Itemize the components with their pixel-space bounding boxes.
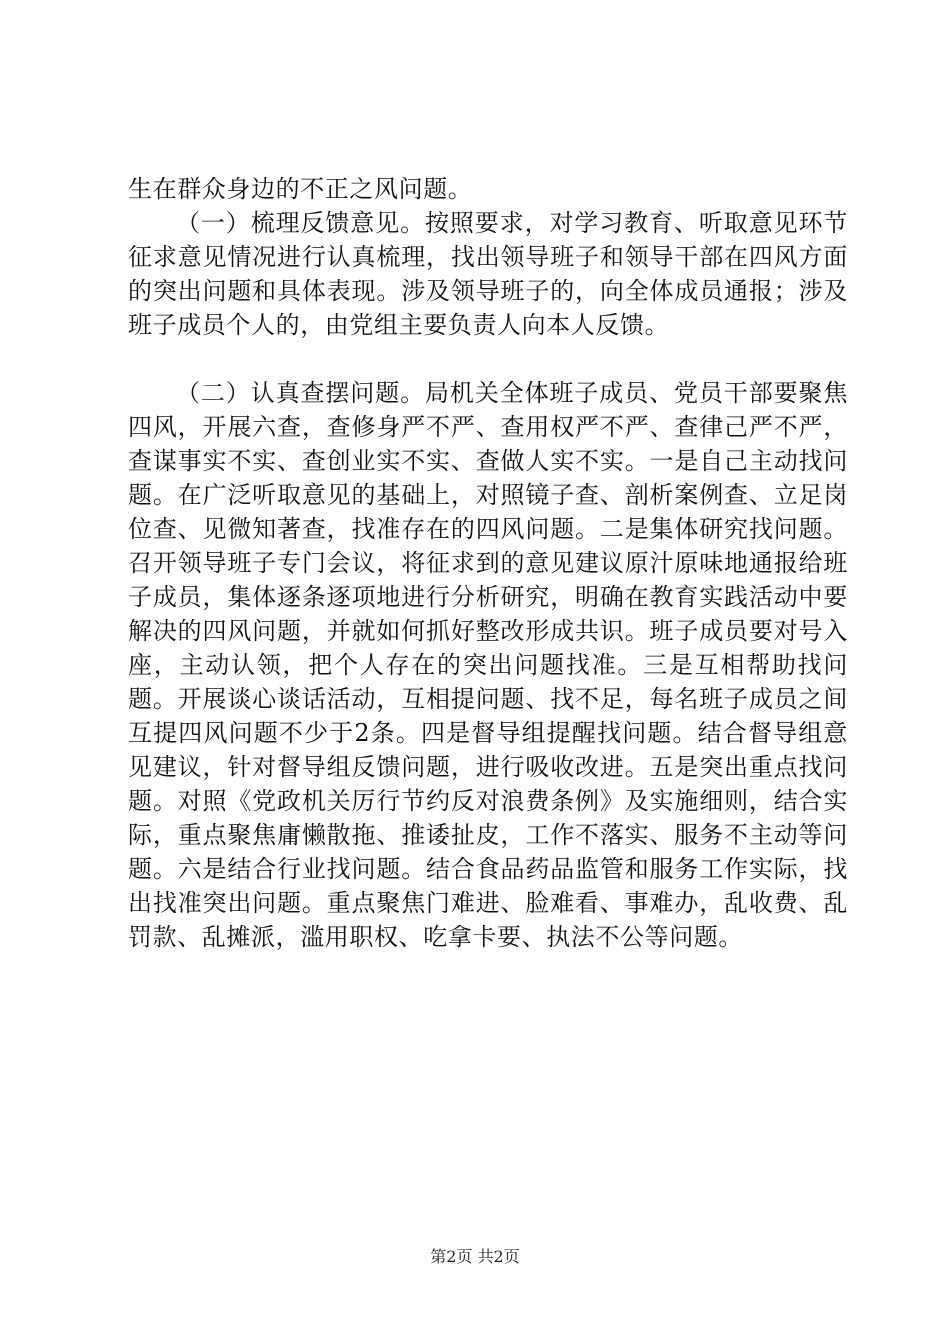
paragraph-continued: 生在群众身边的不正之风问题。 <box>128 175 473 203</box>
page-footer: 第2页 共2页 <box>430 1247 520 1266</box>
paragraph-spacer <box>128 342 848 376</box>
paragraph-feedback: （一）梳理反馈意见。按照要求，对学习教育、听取意见环节征求意见情况进行认真梳理，找出领导班子和领导干部在四风方面的突出问题和具体表现。涉及领导班子的，向全体成员通报；涉及班子成员个人的，由党组主要负责人向本人反馈。 <box>128 209 848 339</box>
document-body <box>128 172 848 954</box>
paragraph-problems: （二）认真查摆问题。局机关全体班子成员、党员干部要聚焦四风，开展六查，查修身严不严、查用权严不严、查律己严不严，查谋事实不实、查创业实不实、查做人实不实。一是自己主动找问题。在广泛听取意见的基础上，对照镜子查、剖析案例查、立足岗位查、见微知著查，找准存在的四风问题。二是集体研究找问题。召开领导班子专门会议，将征求到的意见建议原汁原味地通报给班子成员，集体逐条逐项地进行分析研究，明确在教育实践活动中要解决的四风问题，并就如何抓好整改形成共识。班子成员要对号入座，主动认领，把个人存在的突出问题找准。三是互相帮助找问题。开展谈心谈话活动，互相提问题、找不足，每名班子成员之间互提四风问题不少于2条。四是督导组提醒找问题。结合督导组意见建议，针对督导组反馈问题，进行吸收改进。五是突出重点找问题。对照《党政机关厉行节约反对浪费条例》及实施细则，结合实际，重点聚焦庸懒散拖、推诿扯皮，工作不落实、服务不主动等问题。六是结合行业找问题。结合食品药品监管和服务工作实际，找出找准突出问题。重点聚焦门难进、脸难看、事难办，乱收费、乱罚款、乱摊派，滥用职权、吃拿卡要、执法不公等问题。 <box>128 379 848 951</box>
